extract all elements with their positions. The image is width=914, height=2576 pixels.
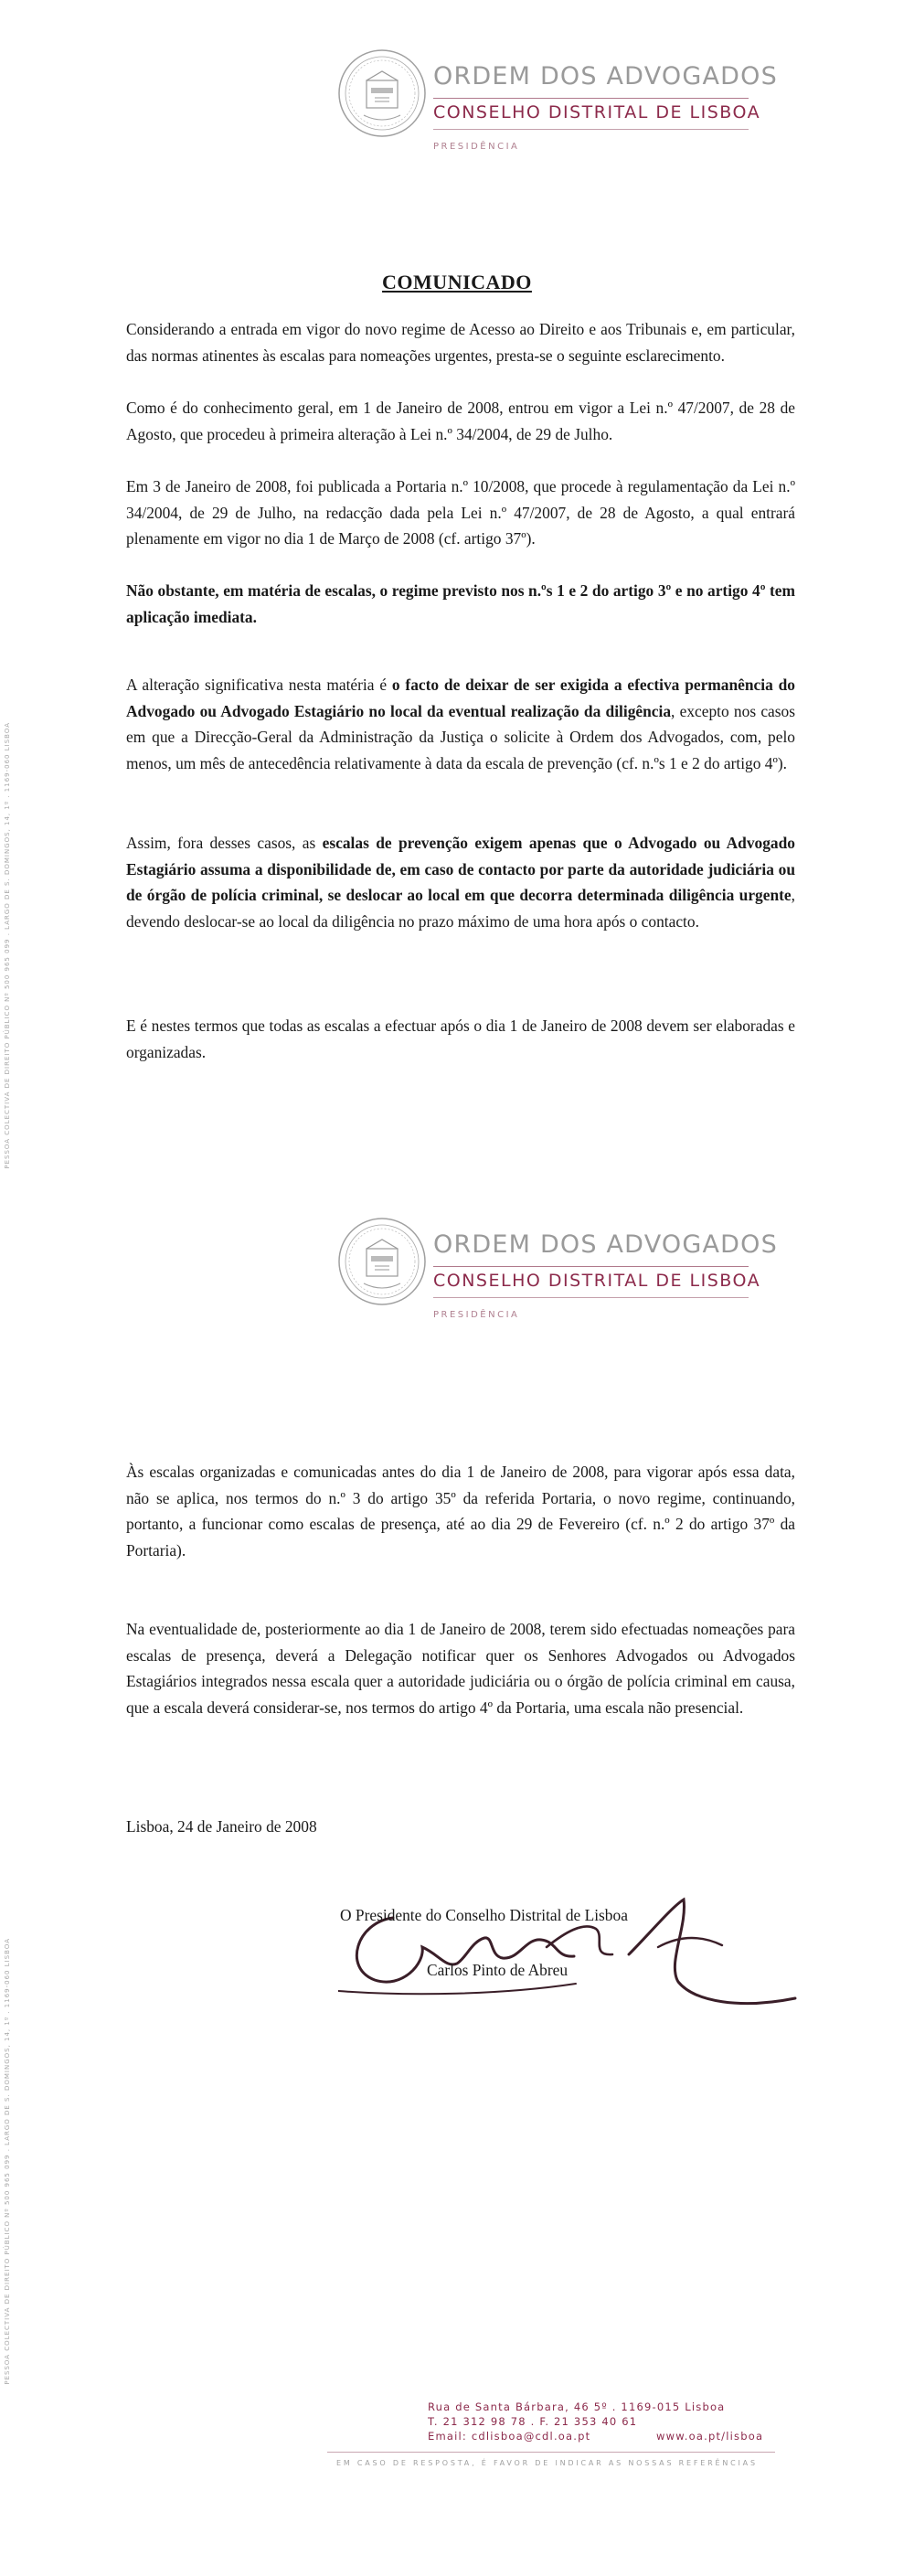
paragraph-2: Como é do conhecimento geral, em 1 de Janeiro de 2008, entrou em vigor a Lei n.º 47/2007, de 28 de Agosto, que procedeu à primeira alteração à Lei n.º 34/2004, de 29 de Julho. [126,399,795,443]
signatory-name: Carlos Pinto de Abreu [427,1961,569,1979]
paragraph-5-c: , excepto nos casos em que a Direcção-Geral da Administração da Justiça o solicite à Ordem dos Advogados, com, pelo menos, um mês de antecedência relativamente à data da escala de prevenção (cf. n.ºs 1 e 2 do artigo 4º). [126,701,795,772]
paragraph-6-a: Assim, fora desses casos, as [126,834,323,852]
paragraph-6-bold: escalas de prevenção exigem apenas que o Advogado ou Advogado Estagiário assuma a disponibilidade de, em caso de contacto por parte da autoridade judiciária ou de órgão de polícia criminal, se deslocar ao local em que decorra determinada diligência urgente [126,834,795,904]
footer-address: Rua de Santa Bárbara, 46 5º . 1169-015 Lisboa [428,2400,726,2413]
footer-website[interactable]: www.oa.pt/lisboa [656,2430,764,2443]
paragraph-6-c: , devendo deslocar-se ao local da diligência no prazo máximo de uma hora após o contacto. [126,886,795,931]
letterhead-section: PRESIDÊNCIA [433,1310,520,1320]
letterhead-rule [433,1266,749,1267]
letterhead-section: PRESIDÊNCIA [433,142,520,152]
letterhead-council: CONSELHO DISTRITAL DE LISBOA [433,1271,761,1291]
footer-note: EM CASO DE RESPOSTA, É FAVOR DE INDICAR AS NOSSAS REFERÊNCIAS [336,2459,758,2467]
seal-icon [336,48,428,139]
signature-icon [338,1881,813,2018]
paragraph-1: Considerando a entrada em vigor do novo regime de Acesso ao Direito e aos Tribunais e, em particular, das normas atinentes às escalas para nomeações urgentes, presta-se o seguinte esclarecimento. [126,320,795,365]
footer-email[interactable]: Email: cdlisboa@cdl.oa.pt [428,2430,591,2443]
paragraph-3: Em 3 de Janeiro de 2008, foi publicada a Portaria n.º 10/2008, que procede à regulamentação da Lei n.º 34/2004, de 29 de Julho, na redacção dada pela Lei n.º 47/2007, de 28 de Agosto, a qual entrará plenamente em vigor no dia 1 de Março de 2008 (cf. artigo 37º). [126,477,795,548]
paragraph-5-bold: o facto de deixar de ser exigida a efectiva permanência do Advogado ou Advogado Estagiário no local da eventual realização da diligência [126,676,795,720]
letterhead-org: ORDEM DOS ADVOGADOS [433,62,778,90]
letterhead-org: ORDEM DOS ADVOGADOS [433,1230,778,1259]
letterhead-second [336,1216,778,1344]
footer-phone: T. 21 312 98 78 . F. 21 353 40 61 [428,2415,638,2428]
paragraph-9: Na eventualidade de, posteriormente ao dia 1 de Janeiro de 2008, terem sido efectuadas nomeações para escalas de presença, deverá a Delegação notificar quer os Senhores Advogados ou Advogados Estagiários integrados nessa escala quer a autoridade judiciária ou o órgão de polícia criminal em causa, que a escala deverá considerar-se, nos termos do artigo 4º da Portaria, uma escala não presencial. [126,1620,795,1717]
paragraph-7: E é nestes termos que todas as escalas a efectuar após o dia 1 de Janeiro de 2008 devem ser elaboradas e organizadas. [126,1017,795,1061]
seal-icon [336,1216,428,1307]
signatory-title: O Presidente do Conselho Distrital de Lisboa [340,1906,628,1924]
letterhead-rule-2 [433,129,749,130]
paragraph-8: Às escalas organizadas e comunicadas antes do dia 1 de Janeiro de 2008, para vigorar após essa data, não se aplica, nos termos do n.º 3 do artigo 35º da referida Portaria, o novo regime, continuando, portanto, a funcionar como escalas de presença, até ao dia 29 de Fevereiro (cf. n.º 2 do artigo 37º da Portaria). [126,1463,795,1559]
side-margin-text: PESSOA COLECTIVA DE DIREITO PÚBLICO Nº 500 965 099 . LARGO DE S. DOMINGOS, 14, 1º . 1169-060 LISBOA [4,722,11,1169]
paragraph-5-a: A alteração significativa nesta matéria é [126,676,392,694]
letterhead-rule [433,98,749,99]
paragraph-4: Não obstante, em matéria de escalas, o regime previsto nos n.ºs 1 e 2 do artigo 3º e no artigo 4º tem aplicação imediata. [126,581,795,626]
paragraph-5 [126,672,795,776]
footer-rule [327,2452,775,2453]
footer-contact [428,2400,775,2443]
page-title: COMUNICADO [382,271,532,293]
letterhead-council: CONSELHO DISTRITAL DE LISBOA [433,102,761,122]
place-date: Lisboa, 24 de Janeiro de 2008 [126,1817,317,1836]
paragraph-6 [126,830,795,934]
letterhead-rule-2 [433,1297,749,1298]
letterhead-top [336,48,778,176]
side-margin-text: PESSOA COLECTIVA DE DIREITO PÚBLICO Nº 500 965 099 . LARGO DE S. DOMINGOS, 14, 1º . 1169-060 LISBOA [4,1938,11,2385]
